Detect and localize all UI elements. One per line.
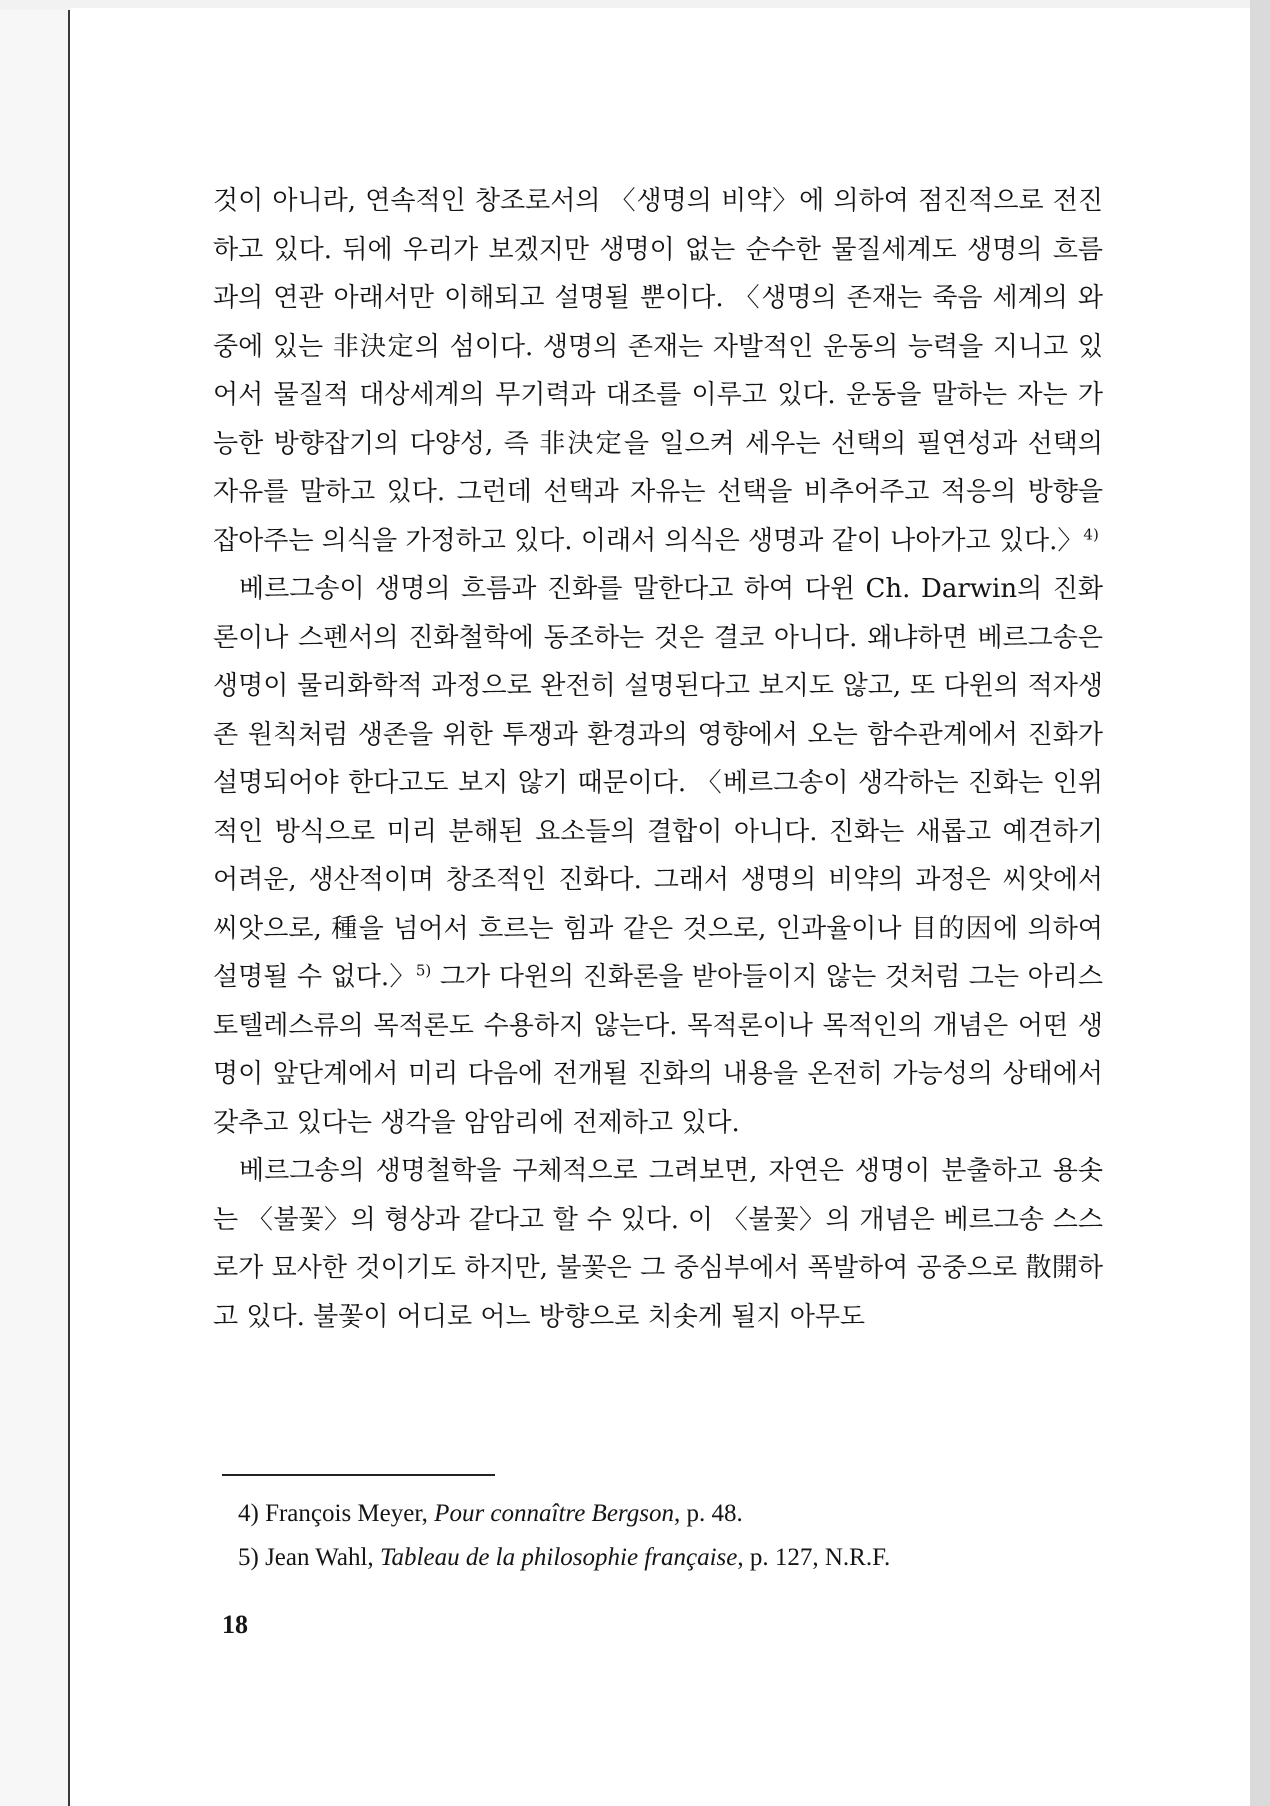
paragraph-2-text-b: 그가 다윈의 진화론을 받아들이지 않는 것처럼 그는 아리스토텔레스류의 목적론도 수용하지 않는다. 목적론이나 목적인의 개념은 어떤 생명이 앞단계에서 미리 다음에 전개될 진화의 내용을 온전히 가능성의 상태에서 갖추고 있다는 생각을 암암리에 전제하고 있다.	[213, 962, 1103, 1138]
paragraph-3	[213, 1147, 1103, 1341]
footnote-5	[238, 1536, 1098, 1580]
page-number: 18	[222, 1610, 248, 1639]
paragraph-1-text: 것이 아니라, 연속적인 창조로서의 〈생명의 비약〉에 의하여 점진적으로 전진하고 있다. 뒤에 우리가 보겠지만 생명이 없는 순수한 물질세계도 생명의 흐름과의 연관 아래서만 이해되고 설명될 뿐이다. 〈생명의 존재는 죽음 세계의 와중에 있는 非決定의 섬이다. 생명의 존재는 자발적인 운동의 능력을 지니고 있어서 물질적 대상세계의 무기력과 대조를 이루고 있다. 운동을 말하는 자는 가능한 방향잡기의 다양성, 즉 非決定을 일으켜 세우는 선택의 필연성과 선택의 자유를 말하고 있다. 그런데 선택과 자유는 선택을 비추어주고 적응의 방향을 잡아주는 의식을 가정하고 있다. 이래서 의식은 생명과 같이 나아가고 있다.〉	[213, 186, 1103, 556]
paragraph-2-text-a: 베르그송이 생명의 흐름과 진화를 말한다고 하여 다윈 Ch. Darwin의 진화론이나 스펜서의 진화철학에 동조하는 것은 결코 아니다. 왜냐하면 베르그송은 생명이 물리화학적 과정으로 완전히 설명된다고 보지도 않고, 또 다윈의 적자생존 원칙처럼 생존을 위한 투쟁과 환경과의 영향에서 오는 함수관계에서 진화가 설명되어야 한다고도 보지 않기 때문이다. 〈베르그송이 생각하는 진화는 인위적인 방식으로 미리 분해된 요소들의 결합이 아니다. 진화는 새롭고 예견하기 어려운, 생산적이며 창조적인 진화다. 그래서 생명의 비약의 과정은 씨앗에서 씨앗으로, 種을 넘어서 흐르는 힘과 같은 것으로, 인과율이나 目的因에 의하여 설명될 수 없다.〉	[213, 574, 1103, 992]
footnote-ref-5: 5)	[415, 961, 432, 980]
viewer-left-margin	[0, 0, 70, 1806]
footnote-divider	[222, 1474, 495, 1476]
footnote-4	[238, 1492, 1098, 1536]
footnote-5-rest: , p. 127, N.R.F.	[737, 1544, 891, 1571]
footnote-ref-4: 4)	[1083, 524, 1099, 543]
viewer-right-margin	[1250, 0, 1270, 1806]
footnote-4-number: 4)	[238, 1500, 259, 1527]
footnote-5-author: Jean Wahl,	[265, 1544, 374, 1571]
paragraph-1	[213, 177, 1103, 565]
footnote-4-title: Pour connaître Bergson	[434, 1500, 674, 1527]
footnote-5-number: 5)	[238, 1544, 259, 1571]
paragraph-2	[213, 565, 1103, 1147]
body-text	[213, 177, 1103, 1341]
footnote-4-author: François Meyer,	[265, 1500, 428, 1527]
footnotes	[238, 1492, 1098, 1580]
footnote-4-rest: , p. 48.	[673, 1500, 743, 1527]
footnote-5-title: Tableau de la philosophie française	[379, 1544, 738, 1571]
paragraph-3-text: 베르그송의 생명철학을 구체적으로 그려보면, 자연은 생명이 분출하고 용솟는 〈불꽃〉의 형상과 같다고 할 수 있다. 이 〈불꽃〉의 개념은 베르그송 스스로가 묘사한 것이기도 하지만, 불꽃은 그 중심부에서 폭발하여 공중으로 散開하고 있다. 불꽃이 어디로 어느 방향으로 치솟게 될지 아무도	[213, 1156, 1103, 1332]
